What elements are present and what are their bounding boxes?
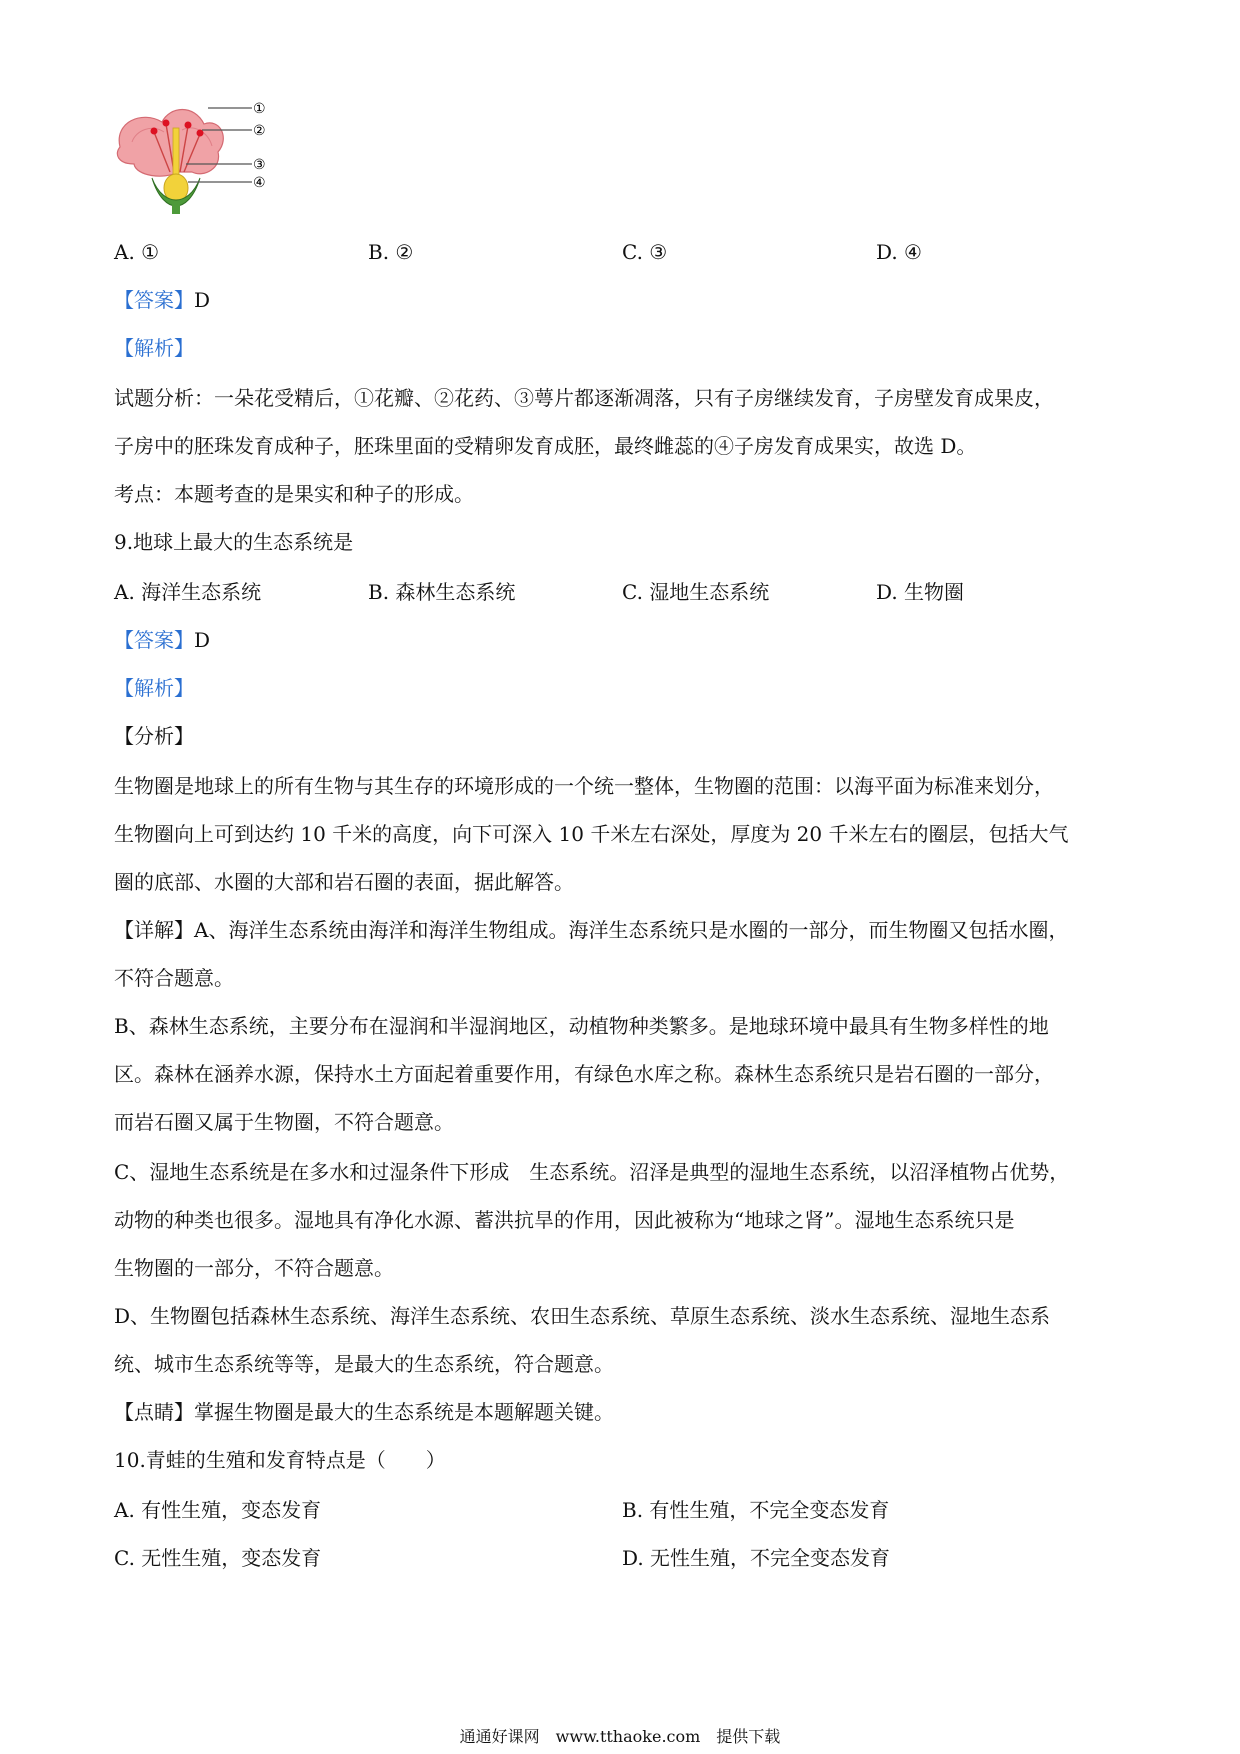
q8-option-d: D. ④ — [876, 240, 922, 264]
q9-answer — [114, 626, 210, 654]
figure-label-1: ① — [253, 102, 266, 117]
q8-analysis-line-2: 子房中的胚珠发育成种子，胚珠里面的受精卵发育成胚，最终雌蕊的④子房发育成果实，故选 D。 — [114, 434, 977, 458]
q9-fenxi-line-3: 圈的底部、水圈的大部和岩石圈的表面，据此解答。 — [114, 870, 574, 894]
q9-detail-line-1 — [114, 916, 1068, 944]
q9-fenxi-tag: 【分析】 — [114, 724, 194, 748]
q8-analysis-tag: 【解析】 — [114, 336, 194, 360]
q9-detail-line-4: 区。森林在涵养水源，保持水土方面起着重要作用，有绿色水库之称。森林生态系统只是岩石圈的一部分， — [114, 1062, 1054, 1086]
answer-value: D — [194, 288, 211, 312]
q8-answer — [114, 286, 210, 314]
dianjing-tag: 【点睛】 — [114, 1400, 194, 1424]
q9-detail-line-9: D、生物圈包括森林生态系统、海洋生态系统、农田生态系统、草原生态系统、淡水生态系统、湿地生态系 — [114, 1304, 1051, 1328]
q9-option-a: A. 海洋生态系统 — [114, 580, 262, 604]
detail-text: A、海洋生态系统由海洋和海洋生物组成。海洋生态系统只是水圈的一部分，而生物圈又包括水圈， — [194, 918, 1069, 942]
q10-option-a: A. 有性生殖，变态发育 — [114, 1498, 322, 1522]
q9-question: 9.地球上最大的生态系统是 — [114, 530, 354, 554]
figure-label-4: ④ — [253, 175, 266, 191]
answer-tag: 【答案】 — [114, 628, 194, 652]
q8-option-b: B. ② — [368, 240, 414, 264]
q9-dianjing — [114, 1398, 614, 1426]
dianjing-text: 掌握生物圈是最大的生态系统是本题解题关键。 — [194, 1400, 614, 1424]
figure-label-3: ③ — [253, 157, 266, 173]
q9-option-d: D. 生物圈 — [876, 580, 965, 604]
q8-option-c: C. ③ — [622, 240, 668, 264]
q9-detail-line-3: B、森林生态系统，主要分布在湿润和半湿润地区，动植物种类繁多。是地球环境中最具有生物多样性的地 — [114, 1014, 1049, 1038]
q9-fenxi-line-2: 生物圈向上可到达约 10 千米的高度，向下可深入 10 千米左右深处，厚度为 20 千米左右的圈层，包括大气 — [114, 822, 1069, 846]
q9-detail-line-2: 不符合题意。 — [114, 966, 234, 990]
q9-option-c: C. 湿地生态系统 — [622, 580, 770, 604]
q9-fenxi-line-1: 生物圈是地球上的所有生物与其生存的环境形成的一个统一整体，生物圈的范围：以海平面为标准来划分， — [114, 774, 1054, 798]
q8-option-a: A. ① — [114, 240, 160, 264]
q9-analysis-tag: 【解析】 — [114, 676, 194, 700]
q9-option-b: B. 森林生态系统 — [368, 580, 516, 604]
answer-value: D — [194, 628, 211, 652]
flower-structure-figure — [112, 102, 272, 214]
q9-detail-line-8: 生物圈的一部分，不符合题意。 — [114, 1256, 394, 1280]
answer-tag: 【答案】 — [114, 288, 194, 312]
q9-detail-line-7: 动物的种类也很多。湿地具有净化水源、蓄洪抗旱的作用，因此被称为“地球之肾”。湿地生态系统只是 — [114, 1208, 1015, 1232]
q8-analysis-line-1: 试题分析：一朵花受精后，①花瓣、②花药、③萼片都逐渐凋落，只有子房继续发育，子房壁发育成果皮， — [114, 386, 1054, 410]
q10-option-d: D. 无性生殖，不完全变态发育 — [622, 1546, 891, 1570]
q10-option-b: B. 有性生殖，不完全变态发育 — [622, 1498, 890, 1522]
q10-option-c: C. 无性生殖，变态发育 — [114, 1546, 322, 1570]
figure-label-2: ② — [253, 123, 266, 139]
q9-detail-line-10: 统、城市生态系统等等，是最大的生态系统，符合题意。 — [114, 1352, 614, 1376]
q9-detail-line-5: 而岩石圈又属于生物圈，不符合题意。 — [114, 1110, 454, 1134]
detail-tag: 【详解】 — [114, 918, 194, 942]
q10-question: 10.青蛙的生殖和发育特点是（ ） — [114, 1448, 446, 1472]
q9-detail-line-6: C、湿地生态系统是在多水和过湿条件下形成 生态系统。沼泽是典型的湿地生态系统，以沼泽植物占优势， — [114, 1160, 1070, 1184]
page-footer: 通通好课网 www.tthaoke.com 提供下载 — [459, 1727, 781, 1746]
q8-analysis-line-3: 考点：本题考查的是果实和种子的形成。 — [114, 482, 474, 506]
